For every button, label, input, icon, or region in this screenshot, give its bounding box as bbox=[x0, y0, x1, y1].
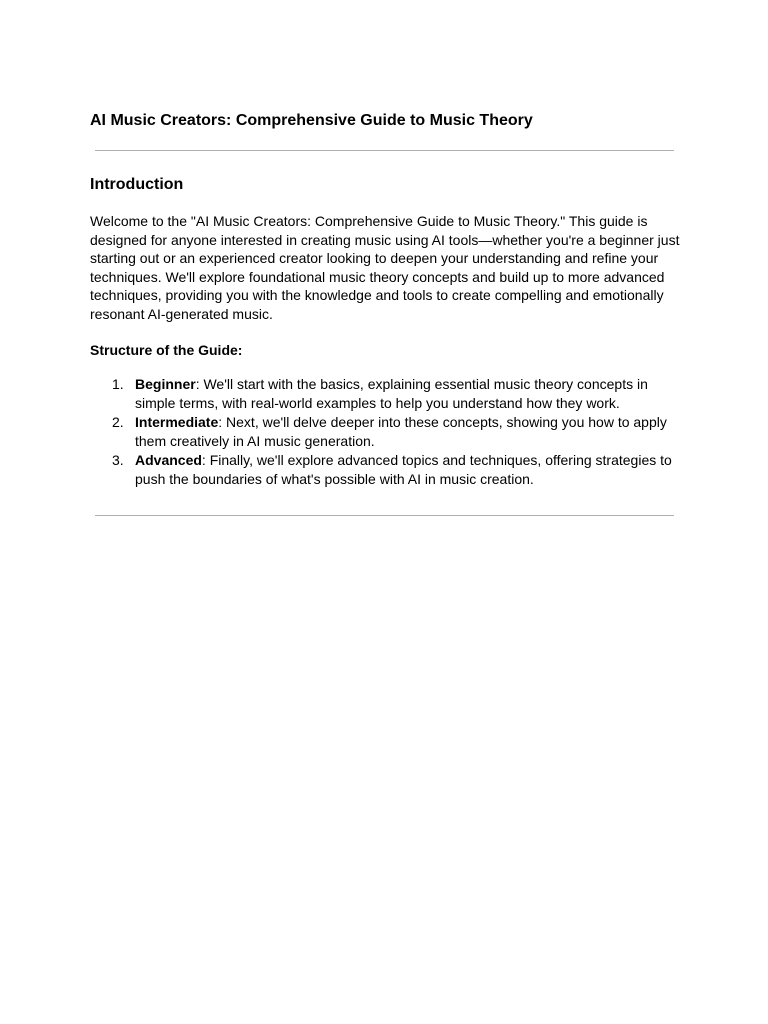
page-title: AI Music Creators: Comprehensive Guide to Music Theory bbox=[90, 112, 533, 129]
list-number: 1. bbox=[112, 376, 124, 392]
list-item-intermediate bbox=[90, 413, 680, 450]
list-term: Beginner bbox=[135, 376, 196, 392]
list-text: : Finally, we'll explore advanced topics and techniques, offering strategies to push the boundaries of what's possible with AI in music creation. bbox=[135, 452, 672, 487]
list-term: Advanced bbox=[135, 452, 202, 469]
list-term: Intermediate bbox=[135, 414, 219, 431]
intro-paragraph: Welcome to the "AI Music Creators: Comprehensive Guide to Music Theory." This guide is designed for anyone interested in creating music using AI tools—whether you're a beginner just starting out or an experienced creator looking to deepen your understanding and refine your techniques. We'll explore foundational music theory concepts and build up to more advanced techniques, providing you with the knowledge and tools to create compelling and emotionally resonant AI-generated music. bbox=[90, 213, 680, 322]
list-number: 2. bbox=[112, 414, 124, 431]
list-item-beginner bbox=[90, 375, 680, 412]
divider-top bbox=[95, 150, 674, 151]
structure-label: Structure of the Guide: bbox=[90, 342, 243, 358]
list-number: 3. bbox=[112, 452, 124, 469]
list-item-advanced bbox=[90, 451, 680, 488]
divider-bottom bbox=[95, 515, 674, 516]
section-heading-introduction: Introduction bbox=[90, 176, 184, 193]
list-text: : We'll start with the basics, explaining essential music theory concepts in simple terms, with real-world examples to help you understand how they work. bbox=[135, 376, 648, 411]
structure-list bbox=[90, 375, 680, 490]
list-text: : Next, we'll delve deeper into these concepts, showing you how to apply them creatively in AI music generation. bbox=[135, 414, 667, 449]
